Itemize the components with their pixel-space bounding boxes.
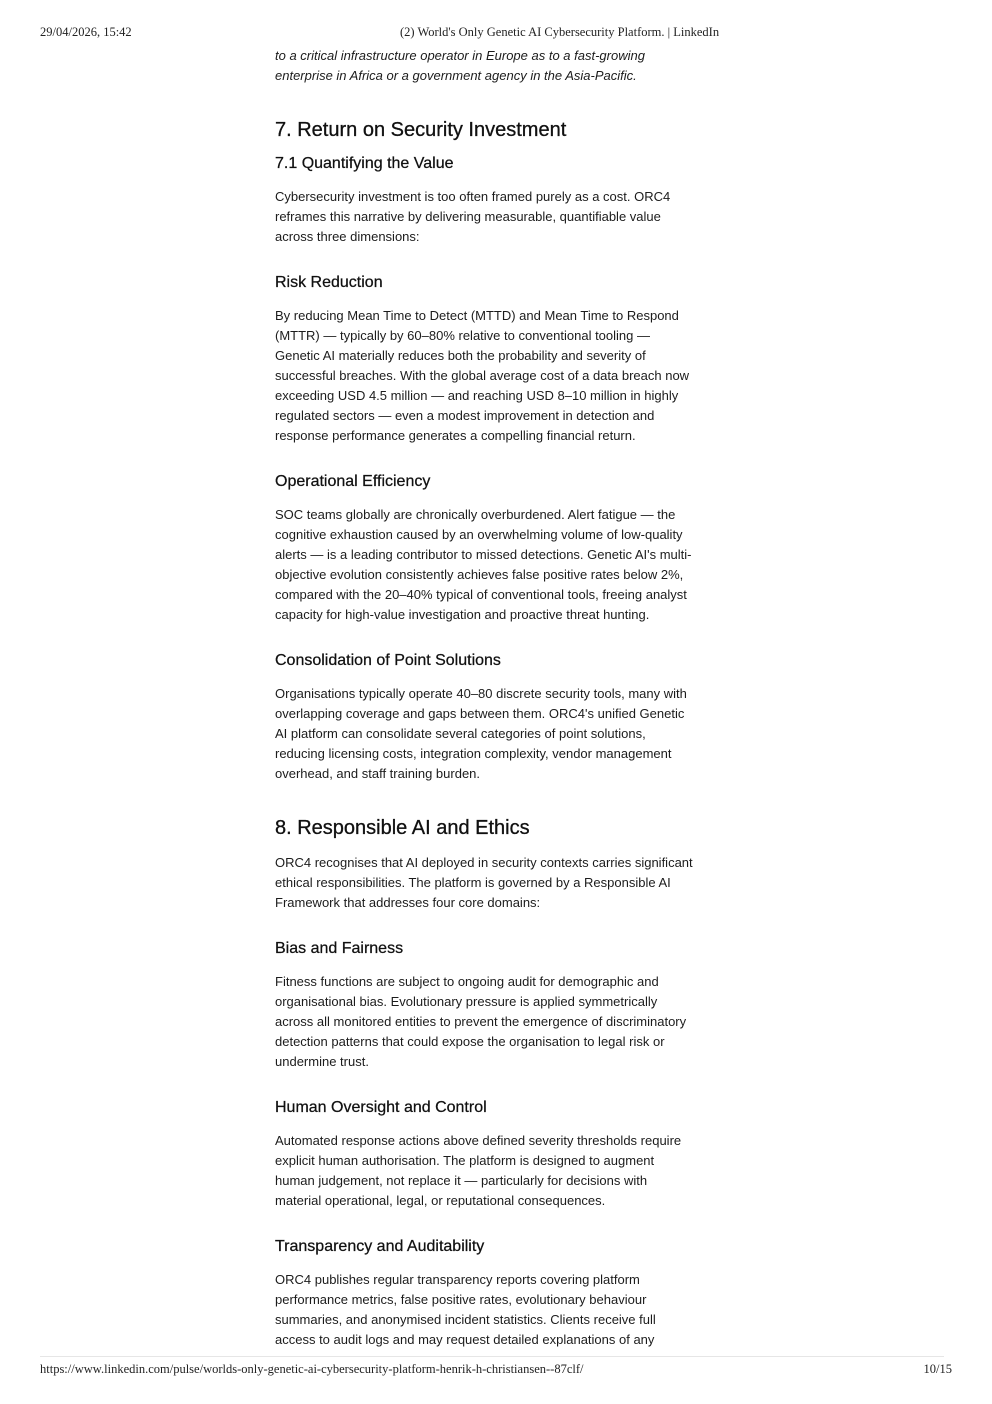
text-line: (MTTR) — typically by 60–80% relative to conventional tooling —: [275, 328, 650, 343]
text-line: Framework that addresses four core domains:: [275, 895, 541, 910]
risk-reduction-heading: Risk Reduction: [275, 274, 383, 291]
text-line: performance metrics, false positive rates, evolutionary behaviour: [275, 1292, 647, 1307]
text-line: AI platform can consolidate several categories of point solutions,: [275, 726, 646, 741]
section-7-heading: 7. Return on Security Investment: [275, 119, 567, 141]
print-footer: [40, 1362, 952, 1378]
footer-divider: [40, 1356, 944, 1357]
text-line: access to audit logs and may request detailed explanations of any: [275, 1332, 655, 1347]
text-line: Automated response actions above defined severity thresholds require: [275, 1133, 682, 1148]
intro-continuation: [275, 46, 717, 86]
text-line: successful breaches. With the global average cost of a data breach now: [275, 368, 690, 383]
text-line: objective evolution consistently achieves false positive rates below 2%,: [275, 567, 684, 582]
text-line: detection patterns that could expose the organisation to legal risk or: [275, 1034, 665, 1049]
text-line: reducing licensing costs, integration complexity, vendor management: [275, 746, 672, 761]
text-line: By reducing Mean Time to Detect (MTTD) and Mean Time to Respond: [275, 308, 679, 323]
print-url: https://www.linkedin.com/pulse/worlds-only-genetic-ai-cybersecurity-platform-henrik-h-christiansen--87clf/: [40, 1362, 584, 1376]
text-line: overhead, and staff training burden.: [275, 766, 481, 781]
text-line: ORC4 recognises that AI deployed in security contexts carries significant: [275, 855, 693, 870]
text-line: regulated sectors — even a modest improvement in detection and: [275, 408, 655, 423]
consolidation-heading: Consolidation of Point Solutions: [275, 652, 501, 669]
text-line: organisational bias. Evolutionary pressure is applied symmetrically: [275, 994, 658, 1009]
section-8-heading: 8. Responsible AI and Ethics: [275, 817, 530, 839]
article-body: [275, 46, 717, 1350]
bias-fairness-heading: Bias and Fairness: [275, 940, 404, 957]
text-line: across three dimensions:: [275, 229, 420, 244]
text-line: enterprise in Africa or a government agency in the Asia-Pacific.: [275, 68, 637, 83]
text-line: exceeding USD 4.5 million — and reaching USD 8–10 million in highly: [275, 388, 679, 403]
print-datetime: 29/04/2026, 15:42: [40, 25, 132, 39]
consolidation-paragraph: [275, 684, 717, 784]
section-7-1-subheading: 7.1 Quantifying the Value: [275, 155, 454, 172]
text-line: SOC teams globally are chronically overburdened. Alert fatigue — the: [275, 507, 676, 522]
text-line: Cybersecurity investment is too often framed purely as a cost. ORC4: [275, 189, 671, 204]
text-line: response performance generates a compelling financial return.: [275, 428, 636, 443]
text-line: ethical responsibilities. The platform is governed by a Responsible AI: [275, 875, 671, 890]
text-line: reframes this narrative by delivering measurable, quantifiable value: [275, 209, 661, 224]
print-header: [40, 25, 952, 41]
text-line: capacity for high-value investigation and proactive threat hunting.: [275, 607, 650, 622]
text-line: ORC4 publishes regular transparency reports covering platform: [275, 1272, 640, 1287]
human-oversight-paragraph: [275, 1131, 717, 1211]
text-line: to a critical infrastructure operator in Europe as to a fast-growing: [275, 48, 645, 63]
text-line: across all monitored entities to prevent the emergence of discriminatory: [275, 1014, 687, 1029]
text-line: cognitive exhaustion caused by an overwhelming volume of low-quality: [275, 527, 683, 542]
transparency-paragraph: [275, 1270, 717, 1350]
text-line: material operational, legal, or reputational consequences.: [275, 1193, 606, 1208]
transparency-heading: Transparency and Auditability: [275, 1238, 485, 1255]
section-8-intro-paragraph: [275, 853, 717, 913]
text-line: explicit human authorisation. The platform is designed to augment: [275, 1153, 655, 1168]
text-line: Organisations typically operate 40–80 discrete security tools, many with: [275, 686, 687, 701]
print-page-title: (2) World's Only Genetic AI Cybersecurity Platform. | LinkedIn: [400, 25, 720, 39]
text-line: undermine trust.: [275, 1054, 369, 1069]
text-line: compared with the 20–40% typical of conventional tools, freeing analyst: [275, 587, 687, 602]
text-line: human judgement, not replace it — particularly for decisions with: [275, 1173, 648, 1188]
risk-reduction-paragraph: [275, 306, 717, 446]
section-7-intro-paragraph: [275, 187, 717, 247]
bias-fairness-paragraph: [275, 972, 717, 1072]
human-oversight-heading: Human Oversight and Control: [275, 1099, 487, 1116]
operational-efficiency-paragraph: [275, 505, 717, 625]
text-line: alerts — is a leading contributor to missed detections. Genetic AI's multi-: [275, 547, 692, 562]
text-line: Genetic AI materially reduces both the probability and severity of: [275, 348, 646, 363]
page-number: 10/15: [923, 1362, 952, 1376]
text-line: summaries, and anonymised incident statistics. Clients receive full: [275, 1312, 656, 1327]
text-line: overlapping coverage and gaps between them. ORC4's unified Genetic: [275, 706, 685, 721]
text-line: Fitness functions are subject to ongoing audit for demographic and: [275, 974, 659, 989]
operational-efficiency-heading: Operational Efficiency: [275, 473, 431, 490]
